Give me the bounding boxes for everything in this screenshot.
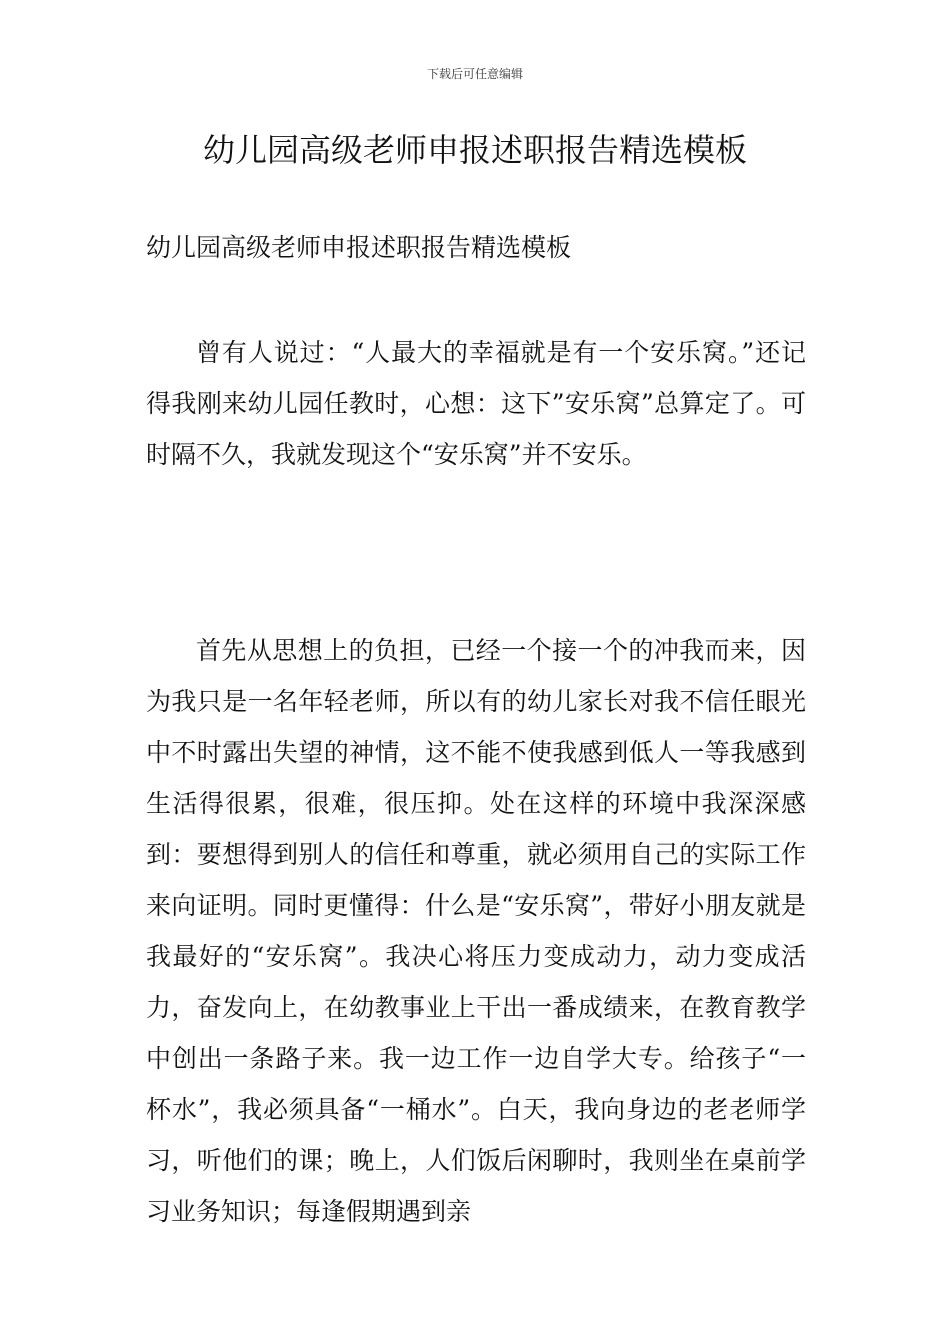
body-paragraph: 曾有人说过：“人最大的幸福就是有一个安乐窝。”还记得我刚来幼儿园任教时，心想：这下”安乐窝”总算定了。可时隔不久，我就发现这个“安乐窝”并不安乐。 <box>146 338 806 469</box>
body-paragraph: 首先从思想上的负担，已经一个接一个的冲我而来，因为我只是一名年轻老师，所以有的幼儿家长对我不信任眼光中不时露出失望的神情，这不能不使我感到低人一等我感到生活得很累，很难，很压抑。处在这样的环境中我深深感到：要想得到别人的信任和尊重，就必须用自己的实际工作来向证明。同时更懂得：什么是“安乐窝”，带好小朋友就是我最好的“安乐窝”。我决心将压力变成动力，动力变成活力，奋发向上，在幼教事业上干出一番成绩来，在教育教学中创出一条路子来。我一边工作一边自学大专。给孩子“一杯水”，我必须具备“一桶水”。白天，我向身边的老老师学习，听他们的课；晚上，人们饭后闲聊时，我则坐在桌前学习业务知识；每逢假期遇到亲 <box>146 636 806 1226</box>
document-subtitle: 幼儿园高级老师申报述职报告精选模板 <box>146 233 572 262</box>
document-title: 幼儿园高级老师申报述职报告精选模板 <box>202 131 747 169</box>
header-note: 下载后可任意编辑 <box>426 67 523 81</box>
